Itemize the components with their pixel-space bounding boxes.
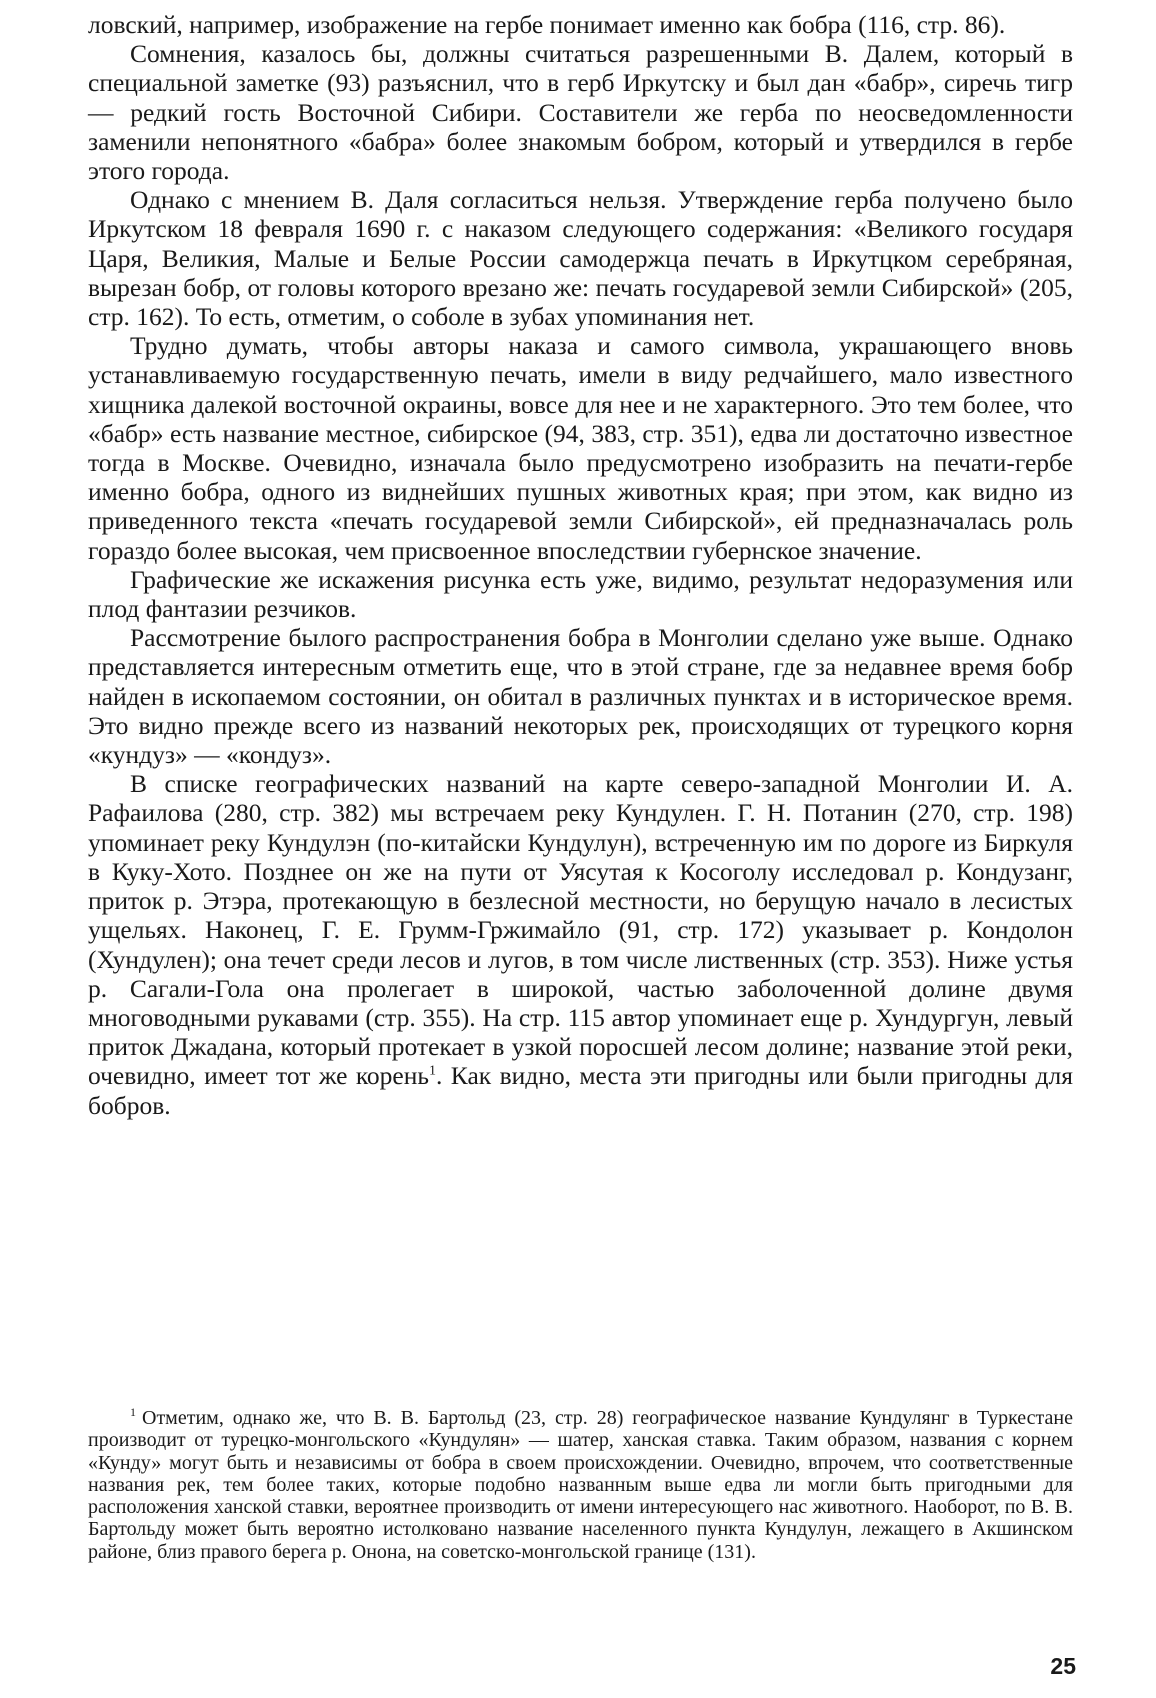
paragraph-1: ловский, например, изображение на гербе понимает именно как бобра (116, стр. 86). [88,10,1006,39]
paragraph-2: Сомнения, казалось бы, должны считаться разрешенными В. Далем, который в специальной заметке (93) разъяснил, что в герб Иркутску и был дан «бабр», сиречь тигр — редкий гость Восточной Сибири. Составители же герба по неосведомленности заменили непонятного «бабра» более знакомым бобром, который и утвердился в гербе этого города. [88,39,1073,186]
footnote-marker: 1 [429,1063,437,1079]
footnote-number: 1 [130,1405,136,1420]
paragraph-7-tail: . Как видно, места эти пригодны или были пригодны для бобров. [88,1061,1073,1120]
paragraph-7 [88,769,1073,1119]
paragraph-7-text: В списке географических названий на карте северо-западной Монголии И. А. Рафаилова (280, стр. 382) мы встречаем реку Кундулен. Г. Н. Потанин (270, стр. 198) упоминает реку Кундулэн (по-китайски Кундулун), встреченную им по дороге из Биркуля в Куку-Хото. Позднее он же на пути от Уясутая к Косоголу исследовал р. Кондузанг, приток р. Этэра, протекающую в безлесной местности, но берущую начало в лесистых ущельях. Наконец, Г. Е. Грумм-Гржимайло (91, стр. 172) указывает р. Кондолон (Хундулен); она течет среди лесов и лугов, в том числе лиственных (стр. 353). Ниже устья р. Сагали-Гола она пролегает в широкой, частью заболоченной долине двумя многоводными рукавами (стр. 355). На стр. 115 автор упоминает еще р. Хундургун, левый приток Джадана, который протекает в узкой поросшей лесом долине; название этой реки, очевидно, имеет тот же корень [88,769,1073,1091]
main-text [88,10,1073,1120]
paragraph-3: Однако с мнением В. Даля согласиться нельзя. Утверждение герба получено было Иркутском 18 февраля 1690 г. с наказом следующего содержания: «Великого государя Царя, Великия, Малые и Белые России самодержца печать в Иркутцком серебряная, вырезан бобр, от головы которого врезано же: печать государевой земли Сибирской» (205, стр. 162). То есть, отметим, о соболе в зубах упоминания нет. [88,185,1073,332]
paragraph-6: Рассмотрение былого распространения бобра в Монголии сделано уже выше. Однако представляется интересным отметить еще, что в этой стране, где за недавнее время бобр найден в ископаемом состоянии, он обитал в различных пунктах и в историческое время. Это видно прежде всего из названий некоторых рек, происходящих от турецкого корня «кундуз» — «кондуз». [88,623,1073,770]
paragraph-5: Графические же искажения рисунка есть уже, видимо, результат недоразумения или плод фантазии резчиков. [88,564,1073,624]
footnotes [88,1407,1073,1563]
paragraph-4: Трудно думать, чтобы авторы наказа и самого символа, украшающего вновь устанавливаемую государственную печать, имели в виду редчайшего, мало известного хищника далекой восточной окраины, вовсе для нее и не характерного. Это тем более, что «бабр» есть название местное, сибирское (94, 383, стр. 351), едва ли достаточно известное тогда в Москве. Очевидно, изначала было предусмотрено изобразить на печати-гербе именно бобра, одного из виднейших пушных животных края; при этом, как видно из приведенного текста «печать государевой земли Сибирской», ей предназначалась роль гораздо более высокая, чем присвоенное впоследствии губернское значение. [88,331,1073,565]
page-number: 25 [1050,1653,1076,1679]
page-body [88,10,1073,1120]
footnote-1 [88,1407,1073,1563]
footnote-text: Отметим, однако же, что В. В. Бартольд (23, стр. 28) географическое название Кундулянг в Туркестане производит от турецко-монгольского «Кундулян» — шатер, ханская ставка. Таким образом, названия с корнем «Кунду» могут быть и независимы от бобра в своем происхождении. Очевидно, впрочем, что соответственные названия рек, тем более таких, которые подобно названным выше едва ли могли быть пригодными для расположения ханской ставки, вероятнее производить от имени интересующего нас животного. Наоборот, по В. В. Бартольду может быть вероятно истолковано название населенного пункта Кундулун, лежащего в Акшинском районе, близ правого берега р. Онона, на советско-монгольской границе (131). [88,1407,1073,1563]
